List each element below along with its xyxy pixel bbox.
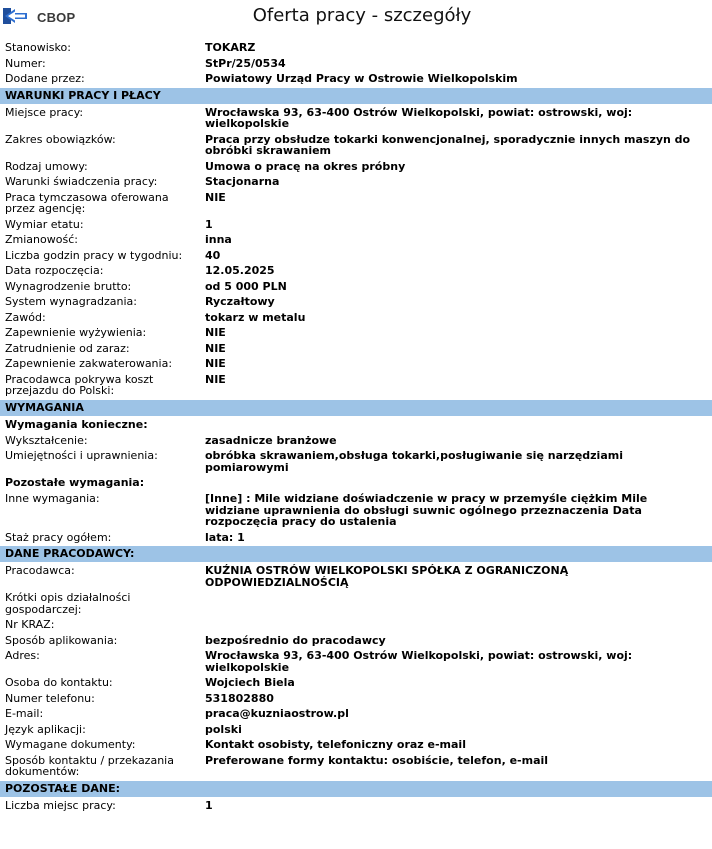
- field-value: inna: [205, 233, 232, 246]
- field-label: Pracodawca:: [5, 564, 75, 577]
- detail-row: [0, 563, 712, 590]
- field-value: od 5 000 PLN: [205, 279, 287, 293]
- detail-row: [0, 706, 712, 722]
- subsection-title: Wymagania konieczne:: [5, 417, 148, 431]
- detail-row: [0, 737, 712, 753]
- field-label: Adres:: [5, 649, 40, 662]
- detail-row: [0, 294, 712, 310]
- field-value: StPr/25/0534: [205, 56, 286, 70]
- field-label: Zawód:: [5, 310, 46, 324]
- field-label: Stanowisko:: [5, 41, 71, 54]
- detail-row: [0, 71, 712, 87]
- field-value: tokarz w metalu: [205, 310, 306, 324]
- detail-row: [0, 248, 712, 264]
- section-header: POZOSTAŁE DANE:: [0, 781, 712, 797]
- field-value: [200, 592, 712, 615]
- detail-row: [0, 40, 712, 56]
- field-label: Rodzaj umowy:: [5, 159, 88, 173]
- field-label: Zmianowość:: [5, 233, 78, 246]
- detail-row: [0, 530, 712, 546]
- field-label: Zakres obowiązków:: [5, 132, 116, 146]
- field-label: Liczba godzin pracy w tygodniu:: [5, 248, 183, 262]
- detail-row: [0, 675, 712, 691]
- field-label: Krótki opis działalności gospodarczej:: [5, 591, 131, 616]
- field-label: Sposób kontaktu / przekazania dokumentów:: [5, 753, 174, 778]
- detail-row: [0, 174, 712, 190]
- field-label: Data rozpoczęcia:: [5, 264, 104, 277]
- field-label: Warunki świadczenia pracy:: [5, 175, 158, 188]
- field-value: lata: 1: [205, 530, 245, 544]
- section-header: WYMAGANIA: [0, 400, 712, 416]
- field-value: NIE: [205, 341, 226, 355]
- detail-row: [0, 691, 712, 707]
- field-label: Wynagrodzenie brutto:: [5, 279, 132, 293]
- detail-row: [0, 356, 712, 372]
- detail-row: [0, 448, 712, 475]
- detail-row: [0, 159, 712, 175]
- logo-text: CBOP: [37, 10, 76, 25]
- detail-row: [0, 132, 712, 159]
- field-value: Umowa o pracę na okres próbny: [205, 159, 406, 173]
- field-value: Preferowane formy kontaktu: osobiście, telefon, e-mail: [205, 753, 549, 767]
- field-value: Stacjonarna: [205, 175, 280, 188]
- field-value: Powiatowy Urząd Pracy w Ostrowie Wielkopolskim: [205, 72, 518, 85]
- field-value: NIE: [205, 326, 226, 339]
- detail-row: [0, 617, 712, 633]
- field-value: praca@kuzniaostrow.pl: [205, 707, 349, 720]
- detail-row: [0, 491, 712, 530]
- field-value: 1: [205, 798, 213, 812]
- field-value: 40: [205, 248, 221, 262]
- section-header: WARUNKI PRACY I PŁACY: [0, 88, 712, 104]
- field-label: Numer:: [5, 56, 46, 70]
- section-header: DANE PRACODAWCY:: [0, 546, 712, 562]
- offer-details: [0, 40, 712, 813]
- field-value: Wrocławska 93, 63-400 Ostrów Wielkopolski, powiat: ostrowski, woj: wielkopolskie: [205, 649, 633, 674]
- field-label: Praca tymczasowa oferowana przez agencję:: [5, 190, 169, 215]
- detail-row: [0, 590, 712, 617]
- field-value: Praca przy obsłudze tokarki konwencjonalnej, sporadycznie innych maszyn do obróbki skrawaniem: [205, 132, 691, 157]
- detail-row: [0, 633, 712, 649]
- field-value: bezpośrednio do pracodawcy: [205, 633, 386, 647]
- field-value: [200, 619, 712, 631]
- field-value: Wrocławska 93, 63-400 Ostrów Wielkopolski, powiat: ostrowski, woj: wielkopolskie: [205, 105, 633, 130]
- field-label: Wykształcenie:: [5, 433, 88, 447]
- field-label: Zapewnienie wyżywienia:: [5, 326, 147, 339]
- field-label: Pracodawca pokrywa koszt przejazdu do Polski:: [5, 372, 154, 397]
- field-value: Kontakt osobisty, telefoniczny oraz e-mail: [205, 738, 466, 751]
- field-label: Dodane przez:: [5, 72, 85, 85]
- detail-row: [0, 56, 712, 72]
- detail-row: [0, 325, 712, 341]
- detail-row: [0, 279, 712, 295]
- field-label: Osoba do kontaktu:: [5, 676, 113, 689]
- field-label: Miejsce pracy:: [5, 105, 84, 119]
- field-label: Wymiar etatu:: [5, 217, 84, 231]
- detail-row: [0, 433, 712, 449]
- field-value: zasadnicze branżowe: [205, 433, 337, 447]
- field-value: 12.05.2025: [205, 264, 275, 277]
- detail-row: [0, 263, 712, 279]
- detail-row: [0, 105, 712, 132]
- detail-row: [0, 341, 712, 357]
- field-value: NIE: [205, 357, 226, 370]
- field-value: Wojciech Biela: [205, 676, 295, 689]
- field-value: obróbka skrawaniem,obsługa tokarki,posługiwanie się narzędziami pomiarowymi: [205, 449, 623, 474]
- field-label: Umiejętności i uprawnienia:: [5, 449, 158, 462]
- field-label: Liczba miejsc pracy:: [5, 798, 116, 812]
- detail-row: [0, 372, 712, 399]
- field-label: Numer telefonu:: [5, 691, 95, 705]
- detail-row: [0, 798, 712, 814]
- field-label: Nr KRAZ:: [5, 618, 55, 631]
- detail-row: [0, 190, 712, 217]
- field-label: Staż pracy ogółem:: [5, 530, 112, 544]
- field-value: [Inne] : Mile widziane doświadczenie w pracy w przemyśle ciężkim Mile widziane uprawnienia do obsługi suwnic ogólnego przeznaczenia Data rozpoczęcia pracy do ustalenia: [205, 492, 648, 528]
- field-label: Zapewnienie zakwaterowania:: [5, 357, 173, 370]
- page-header: [0, 0, 712, 36]
- field-value: 531802880: [205, 691, 274, 705]
- detail-row: [0, 310, 712, 326]
- detail-row: [0, 722, 712, 738]
- field-label: Zatrudnienie od zaraz:: [5, 341, 130, 355]
- field-value: KUŹNIA OSTRÓW WIELKOPOLSKI SPÓŁKA Z OGRANICZONĄ ODPOWIEDZIALNOŚCIĄ: [205, 564, 569, 589]
- field-value: NIE: [205, 372, 226, 386]
- subsection-title: Pozostałe wymagania:: [5, 476, 145, 489]
- field-label: E-mail:: [5, 707, 44, 720]
- field-value: TOKARZ: [205, 41, 256, 54]
- field-value: Ryczałtowy: [205, 295, 275, 308]
- field-value: 1: [205, 217, 213, 231]
- field-label: System wynagradzania:: [5, 295, 137, 308]
- detail-row: [0, 217, 712, 233]
- detail-row: [0, 648, 712, 675]
- field-label: Język aplikacji:: [5, 722, 86, 736]
- field-label: Inne wymagania:: [5, 492, 100, 505]
- field-label: Wymagane dokumenty:: [5, 738, 136, 751]
- field-value: NIE: [205, 190, 226, 204]
- field-label: Sposób aplikowania:: [5, 633, 118, 647]
- field-value: polski: [205, 722, 242, 736]
- page-title: Oferta pracy - szczegóły: [252, 5, 472, 26]
- detail-row: [0, 232, 712, 248]
- detail-row: [0, 753, 712, 780]
